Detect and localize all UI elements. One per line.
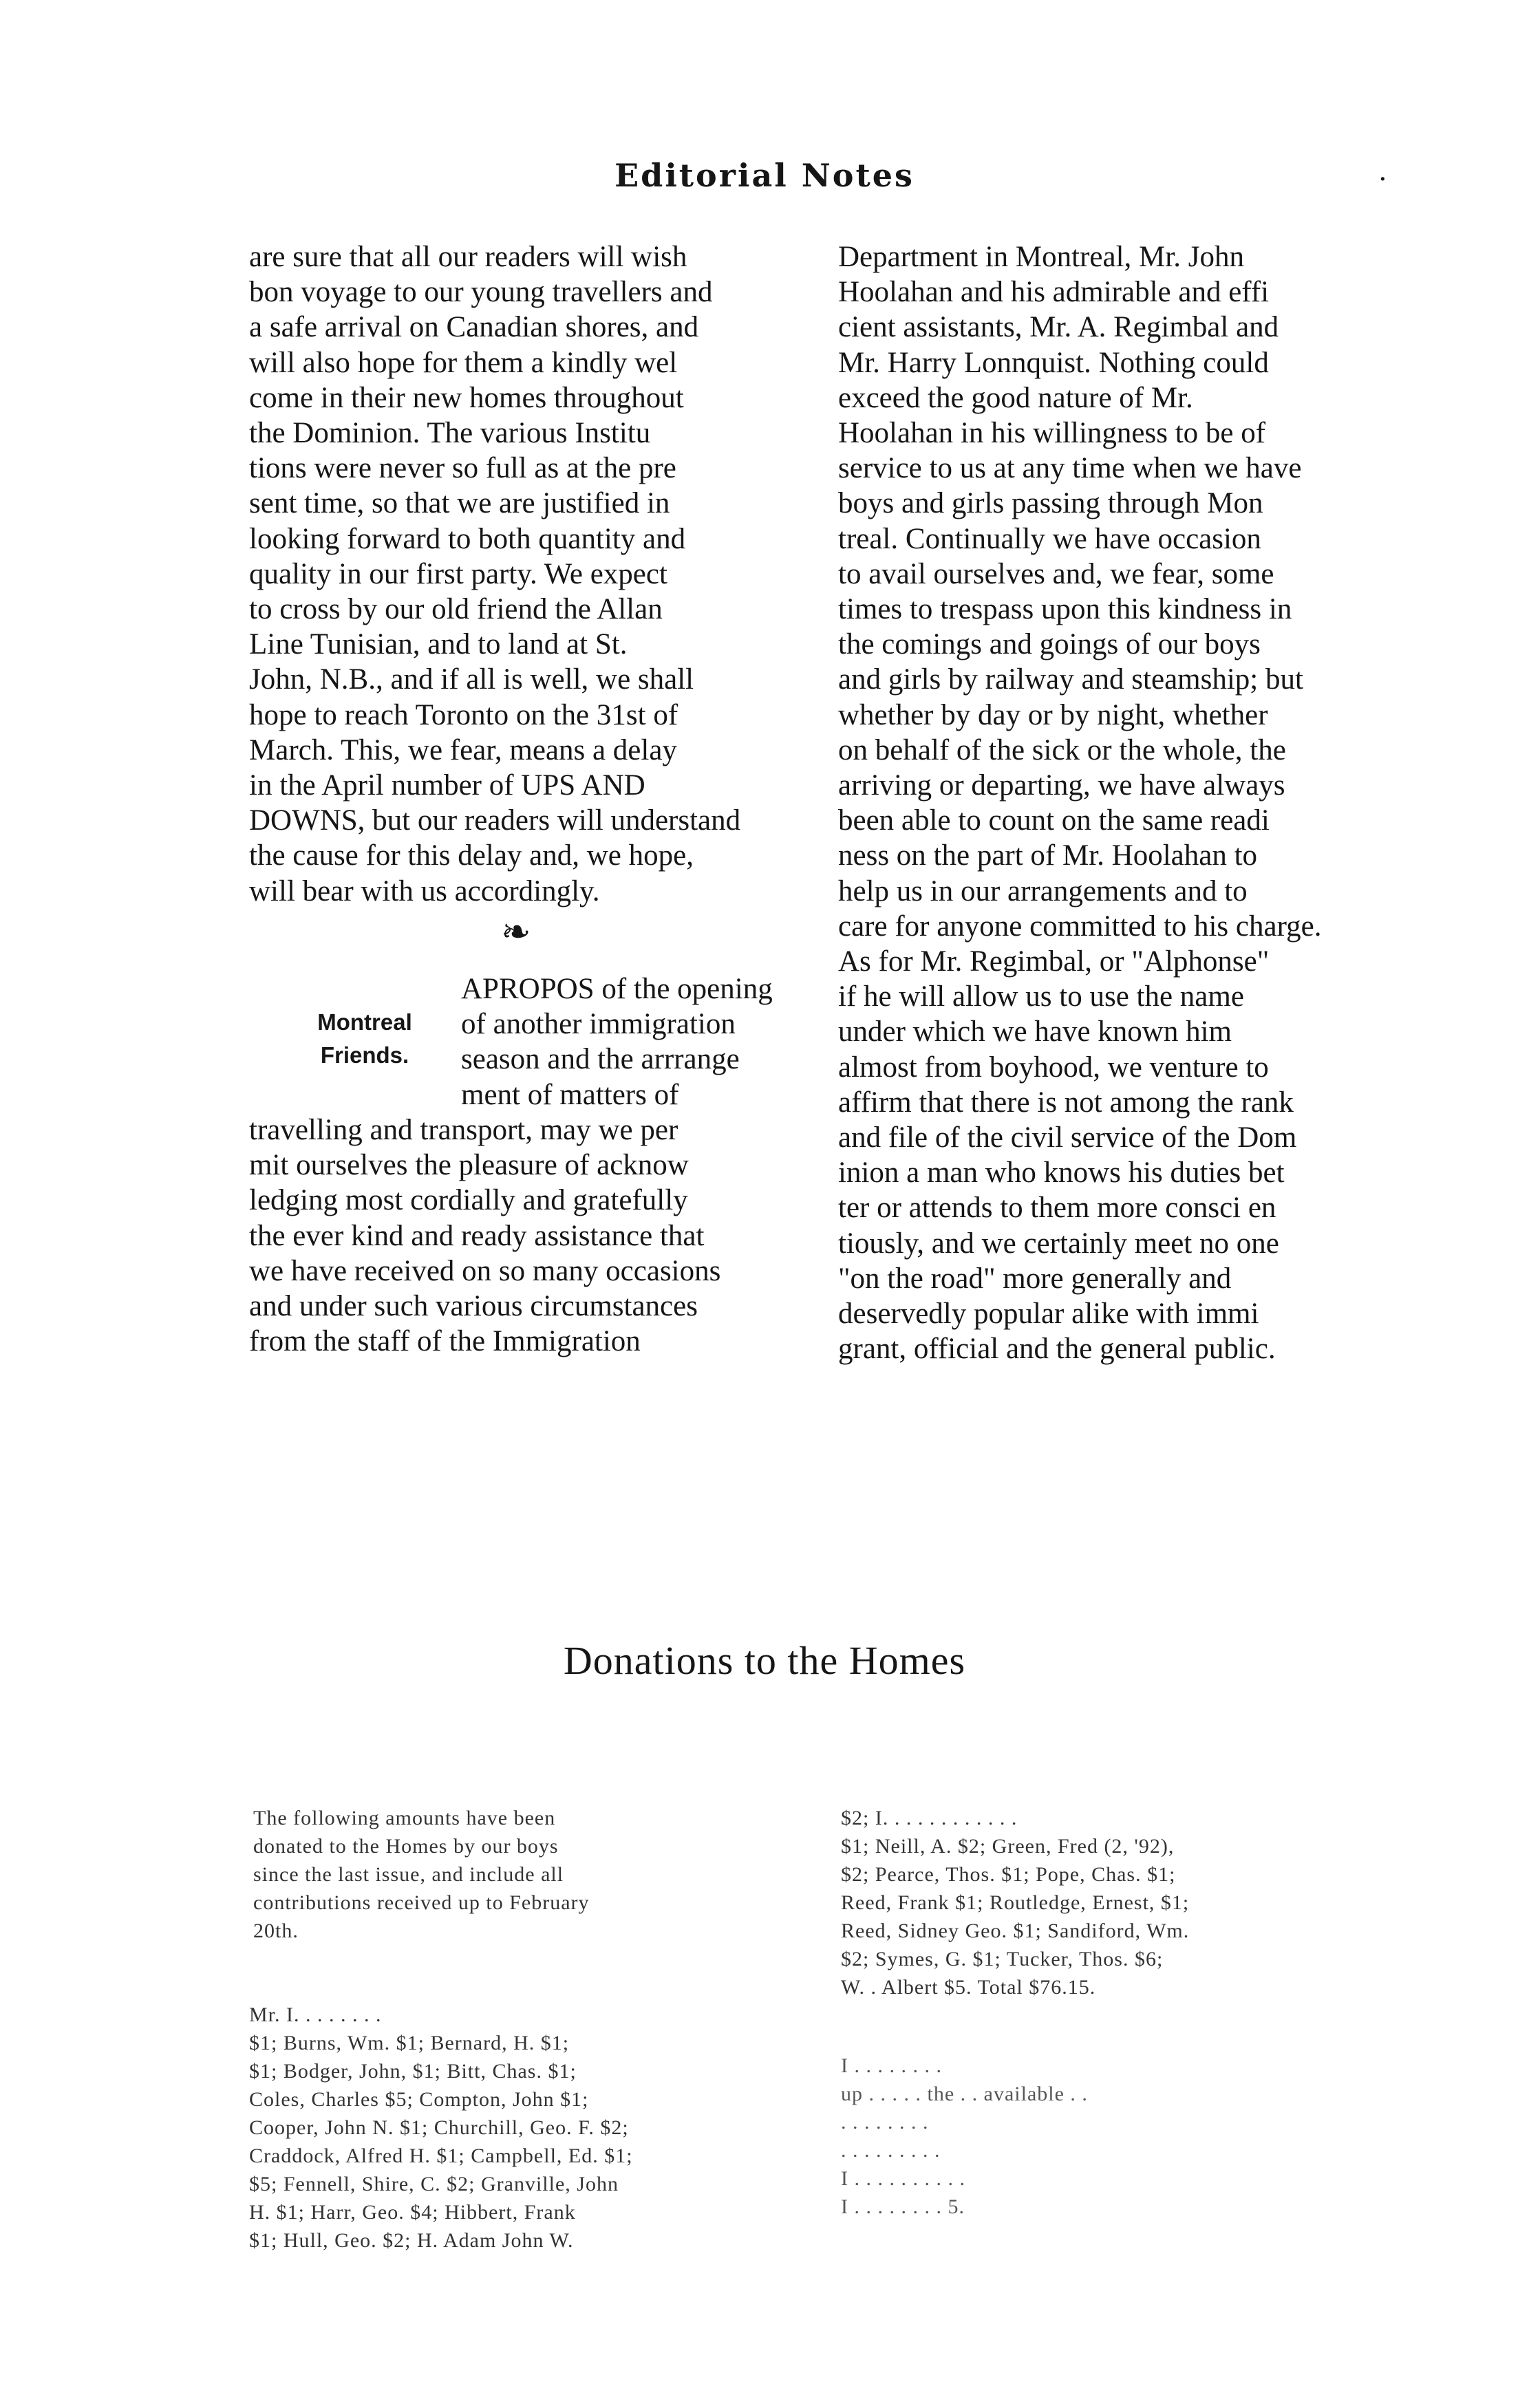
text-line: "on the road" more generally and — [838, 1262, 1232, 1295]
header-mark: . — [1378, 155, 1387, 187]
text-line: treal. Continually we have occasion — [838, 522, 1261, 555]
text-line: and under such various circumstances — [249, 1290, 698, 1323]
donations-faded-notes — [841, 2052, 1382, 2221]
list-line: . . . . . . . . . — [841, 2139, 941, 2162]
list-line: $2; Pearce, Thos. $1; Pope, Chas. $1; — [841, 1863, 1176, 1886]
text-line: tiously, and we certainly meet no one — [838, 1227, 1279, 1260]
text-line: Hoolahan and his admirable and effi — [838, 276, 1270, 309]
donations-left-list — [249, 2001, 797, 2255]
text-line: 20th. — [253, 1920, 299, 1942]
text-line: are sure that all our readers will wish — [249, 241, 687, 273]
text-line: care for anyone committed to his charge. — [838, 910, 1322, 943]
text-line: if he will allow us to use the name — [838, 980, 1244, 1013]
text-line: a safe arrival on Canadian shores, and — [249, 311, 699, 344]
text-line: ledging most cordially and gratefully — [249, 1184, 688, 1217]
text-line: season and the arrrange — [461, 1043, 740, 1076]
list-line: . . . . . . . . — [841, 2111, 929, 2133]
text-line: cient assistants, Mr. A. Regimbal and — [838, 311, 1279, 344]
text-line: help us in our arrangements and to — [838, 874, 1248, 907]
text-line: the ever kind and ready assistance that — [249, 1219, 705, 1252]
text-line: deservedly popular alike with immi — [838, 1298, 1259, 1331]
text-line: under which we have known him — [838, 1015, 1232, 1049]
list-line: Reed, Sidney Geo. $1; Sandiford, Wm. — [841, 1920, 1190, 1942]
donations-right-list — [841, 1804, 1382, 2001]
text-line: looking forward to both quantity and — [249, 522, 686, 555]
text-line: ter or attends to them more consci en — [838, 1192, 1276, 1225]
text-line: arriving or departing, we have always — [838, 769, 1285, 802]
text-line: will bear with us accordingly. — [249, 874, 600, 907]
text-line: almost from boyhood, we venture to — [838, 1051, 1269, 1084]
text-line: whether by day or by night, whether — [838, 698, 1268, 731]
text-line: affirm that there is not among the rank — [838, 1086, 1294, 1119]
list-line: Cooper, John N. $1; Churchill, Geo. F. $2; — [249, 2116, 629, 2139]
text-line: to cross by our old friend the Allan — [249, 593, 663, 626]
text-line: ness on the part of Mr. Hoolahan to — [838, 839, 1258, 872]
list-line: $1; Hull, Geo. $2; H. Adam John W. — [249, 2229, 574, 2252]
text-line: of another immigration — [461, 1008, 736, 1041]
text-line: grant, official and the general public. — [838, 1333, 1276, 1366]
text-line: to avail ourselves and, we fear, some — [838, 557, 1274, 590]
text-line: Hoolahan in his willingness to be of — [838, 417, 1266, 450]
donations-title: Donations to the Homes — [563, 1638, 966, 1683]
montreal-inset — [461, 971, 797, 1112]
text-line: Department in Montreal, Mr. John — [838, 241, 1244, 273]
list-line: I . . . . . . . . — [841, 2054, 942, 2077]
text-line: quality in our first party. We expect — [249, 557, 667, 590]
text-line: contributions received up to February — [253, 1891, 590, 1914]
text-line: service to us at any time when we have — [838, 452, 1302, 485]
text-line: DOWNS, but our readers will understand — [249, 804, 741, 837]
text-line: since the last issue, and include all — [253, 1863, 564, 1886]
text-line: mit ourselves the pleasure of acknow — [249, 1149, 689, 1182]
text-line: ment of matters of — [461, 1078, 679, 1111]
text-line: Mr. Harry Lonnquist. Nothing could — [838, 346, 1269, 379]
list-line: H. $1; Harr, Geo. $4; Hibbert, Frank — [249, 2201, 576, 2224]
list-line: Reed, Frank $1; Routledge, Ernest, $1; — [841, 1891, 1190, 1914]
text-line: March. This, we fear, means a delay — [249, 733, 677, 766]
right-column — [838, 239, 1386, 1367]
list-line: $2; I. . . . . . . . . . . . — [841, 1807, 1018, 1829]
text-line: travelling and transport, may we per — [249, 1114, 678, 1146]
left-column — [249, 239, 797, 909]
text-line: tions were never so full as at the pre — [249, 452, 676, 485]
text-line: in the April number of UPS AND — [249, 769, 645, 802]
text-line: the cause for this delay and, we hope, — [249, 839, 694, 872]
text-line: and girls by railway and steamship; but — [838, 663, 1303, 696]
sidehead-line: Friends. — [320, 1042, 409, 1068]
list-line: Coles, Charles $5; Compton, John $1; — [249, 2088, 589, 2111]
text-line: been able to count on the same readi — [838, 804, 1270, 837]
list-line: I . . . . . . . . 5. — [841, 2195, 965, 2218]
donations-intro — [253, 1804, 797, 1945]
running-header: Editorial Notes — [614, 157, 915, 194]
text-line: the Dominion. The various Institu — [249, 417, 651, 450]
list-line: $1; Neill, A. $2; Green, Fred (2, '92), — [841, 1835, 1175, 1858]
text-line: from the staff of the Immigration — [249, 1325, 641, 1358]
list-line: $2; Symes, G. $1; Tucker, Thos. $6; — [841, 1948, 1164, 1970]
text-line: John, N.B., and if all is well, we shall — [249, 663, 694, 696]
text-line: sent time, so that we are justified in — [249, 487, 670, 520]
montreal-sidehead — [297, 1006, 432, 1072]
text-line: APROPOS of the opening — [461, 973, 773, 1005]
text-line: bon voyage to our young travellers and — [249, 276, 713, 309]
list-line: Mr. I. . . . . . . . — [249, 2003, 382, 2026]
text-line: boys and girls passing through Mon — [838, 487, 1263, 520]
list-line: $5; Fennell, Shire, C. $2; Granville, John — [249, 2173, 619, 2195]
text-line: we have received on so many occasions — [249, 1254, 721, 1287]
text-line: exceed the good nature of Mr. — [838, 381, 1193, 414]
section-ornament: ❧ — [501, 912, 531, 953]
text-line: inion a man who knows his duties bet — [838, 1157, 1285, 1190]
text-line: and file of the civil service of the Dom — [838, 1121, 1297, 1154]
text-line: come in their new homes throughout — [249, 381, 684, 414]
text-line: will also hope for them a kindly wel — [249, 346, 678, 379]
list-line: W. . Albert $5. Total $76.15. — [841, 1976, 1096, 1999]
text-line: The following amounts have been — [253, 1807, 556, 1829]
montreal-body — [249, 1112, 797, 1359]
text-line: the comings and goings of our boys — [838, 628, 1261, 661]
text-line: donated to the Homes by our boys — [253, 1835, 559, 1858]
text-line: As for Mr. Regimbal, or "Alphonse" — [838, 945, 1270, 978]
list-line: I . . . . . . . . . . — [841, 2167, 965, 2190]
list-line: $1; Bodger, John, $1; Bitt, Chas. $1; — [249, 2060, 577, 2083]
text-line: on behalf of the sick or the whole, the — [838, 733, 1286, 766]
text-line: Line Tunisian, and to land at St. — [249, 628, 628, 661]
list-line: up . . . . . the . . available . . — [841, 2083, 1088, 2105]
list-line: Craddock, Alfred H. $1; Campbell, Ed. $1; — [249, 2144, 633, 2167]
text-line: times to trespass upon this kindness in — [838, 593, 1292, 626]
text-line: hope to reach Toronto on the 31st of — [249, 698, 678, 731]
sidehead-line: Montreal — [317, 1009, 412, 1035]
list-line: $1; Burns, Wm. $1; Bernard, H. $1; — [249, 2032, 570, 2054]
